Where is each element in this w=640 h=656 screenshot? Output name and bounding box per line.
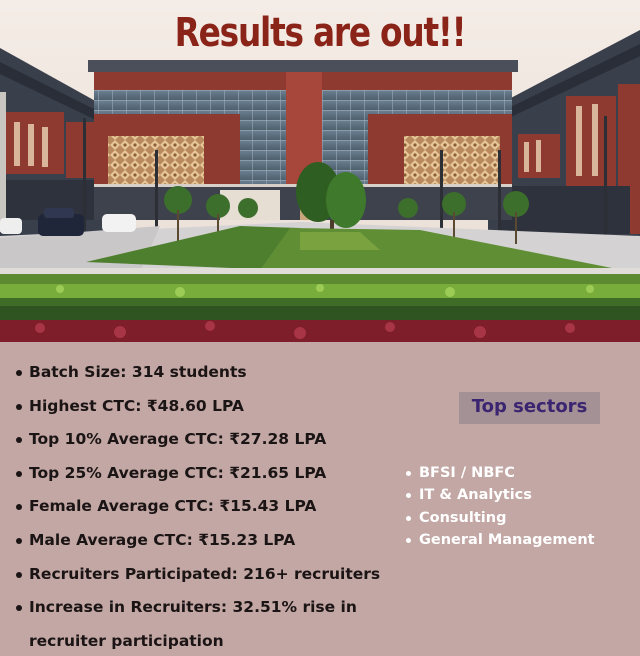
stat-increase-recruiters-cont: recruiter participation xyxy=(29,631,224,650)
stat-top25-average: Top 25% Average CTC: ₹21.65 LPA xyxy=(16,457,406,491)
stat-increase-recruiters: Increase in Recruiters: 32.51% rise in xyxy=(16,591,406,625)
top-sectors-title: Top sectors xyxy=(459,392,600,424)
stat-highest-ctc: Highest CTC: ₹48.60 LPA xyxy=(16,390,406,424)
stat-recruiters: Recruiters Participated: 216+ recruiters xyxy=(16,558,406,592)
sector-item: Consulting xyxy=(406,507,595,529)
stat-female-average: Female Average CTC: ₹15.43 LPA xyxy=(16,490,406,524)
sector-item: BFSI / NBFC xyxy=(406,462,595,484)
sector-item: General Management xyxy=(406,529,595,551)
stat-top10-average: Top 10% Average CTC: ₹27.28 LPA xyxy=(16,423,406,457)
stat-batch-size: Batch Size: 314 students xyxy=(16,356,406,390)
stat-male-average: Male Average CTC: ₹15.23 LPA xyxy=(16,524,406,558)
placement-stats-list xyxy=(16,356,406,656)
sector-item: IT & Analytics xyxy=(406,484,595,506)
top-sectors-list xyxy=(406,462,595,552)
headline: Results are out!! xyxy=(174,10,466,56)
